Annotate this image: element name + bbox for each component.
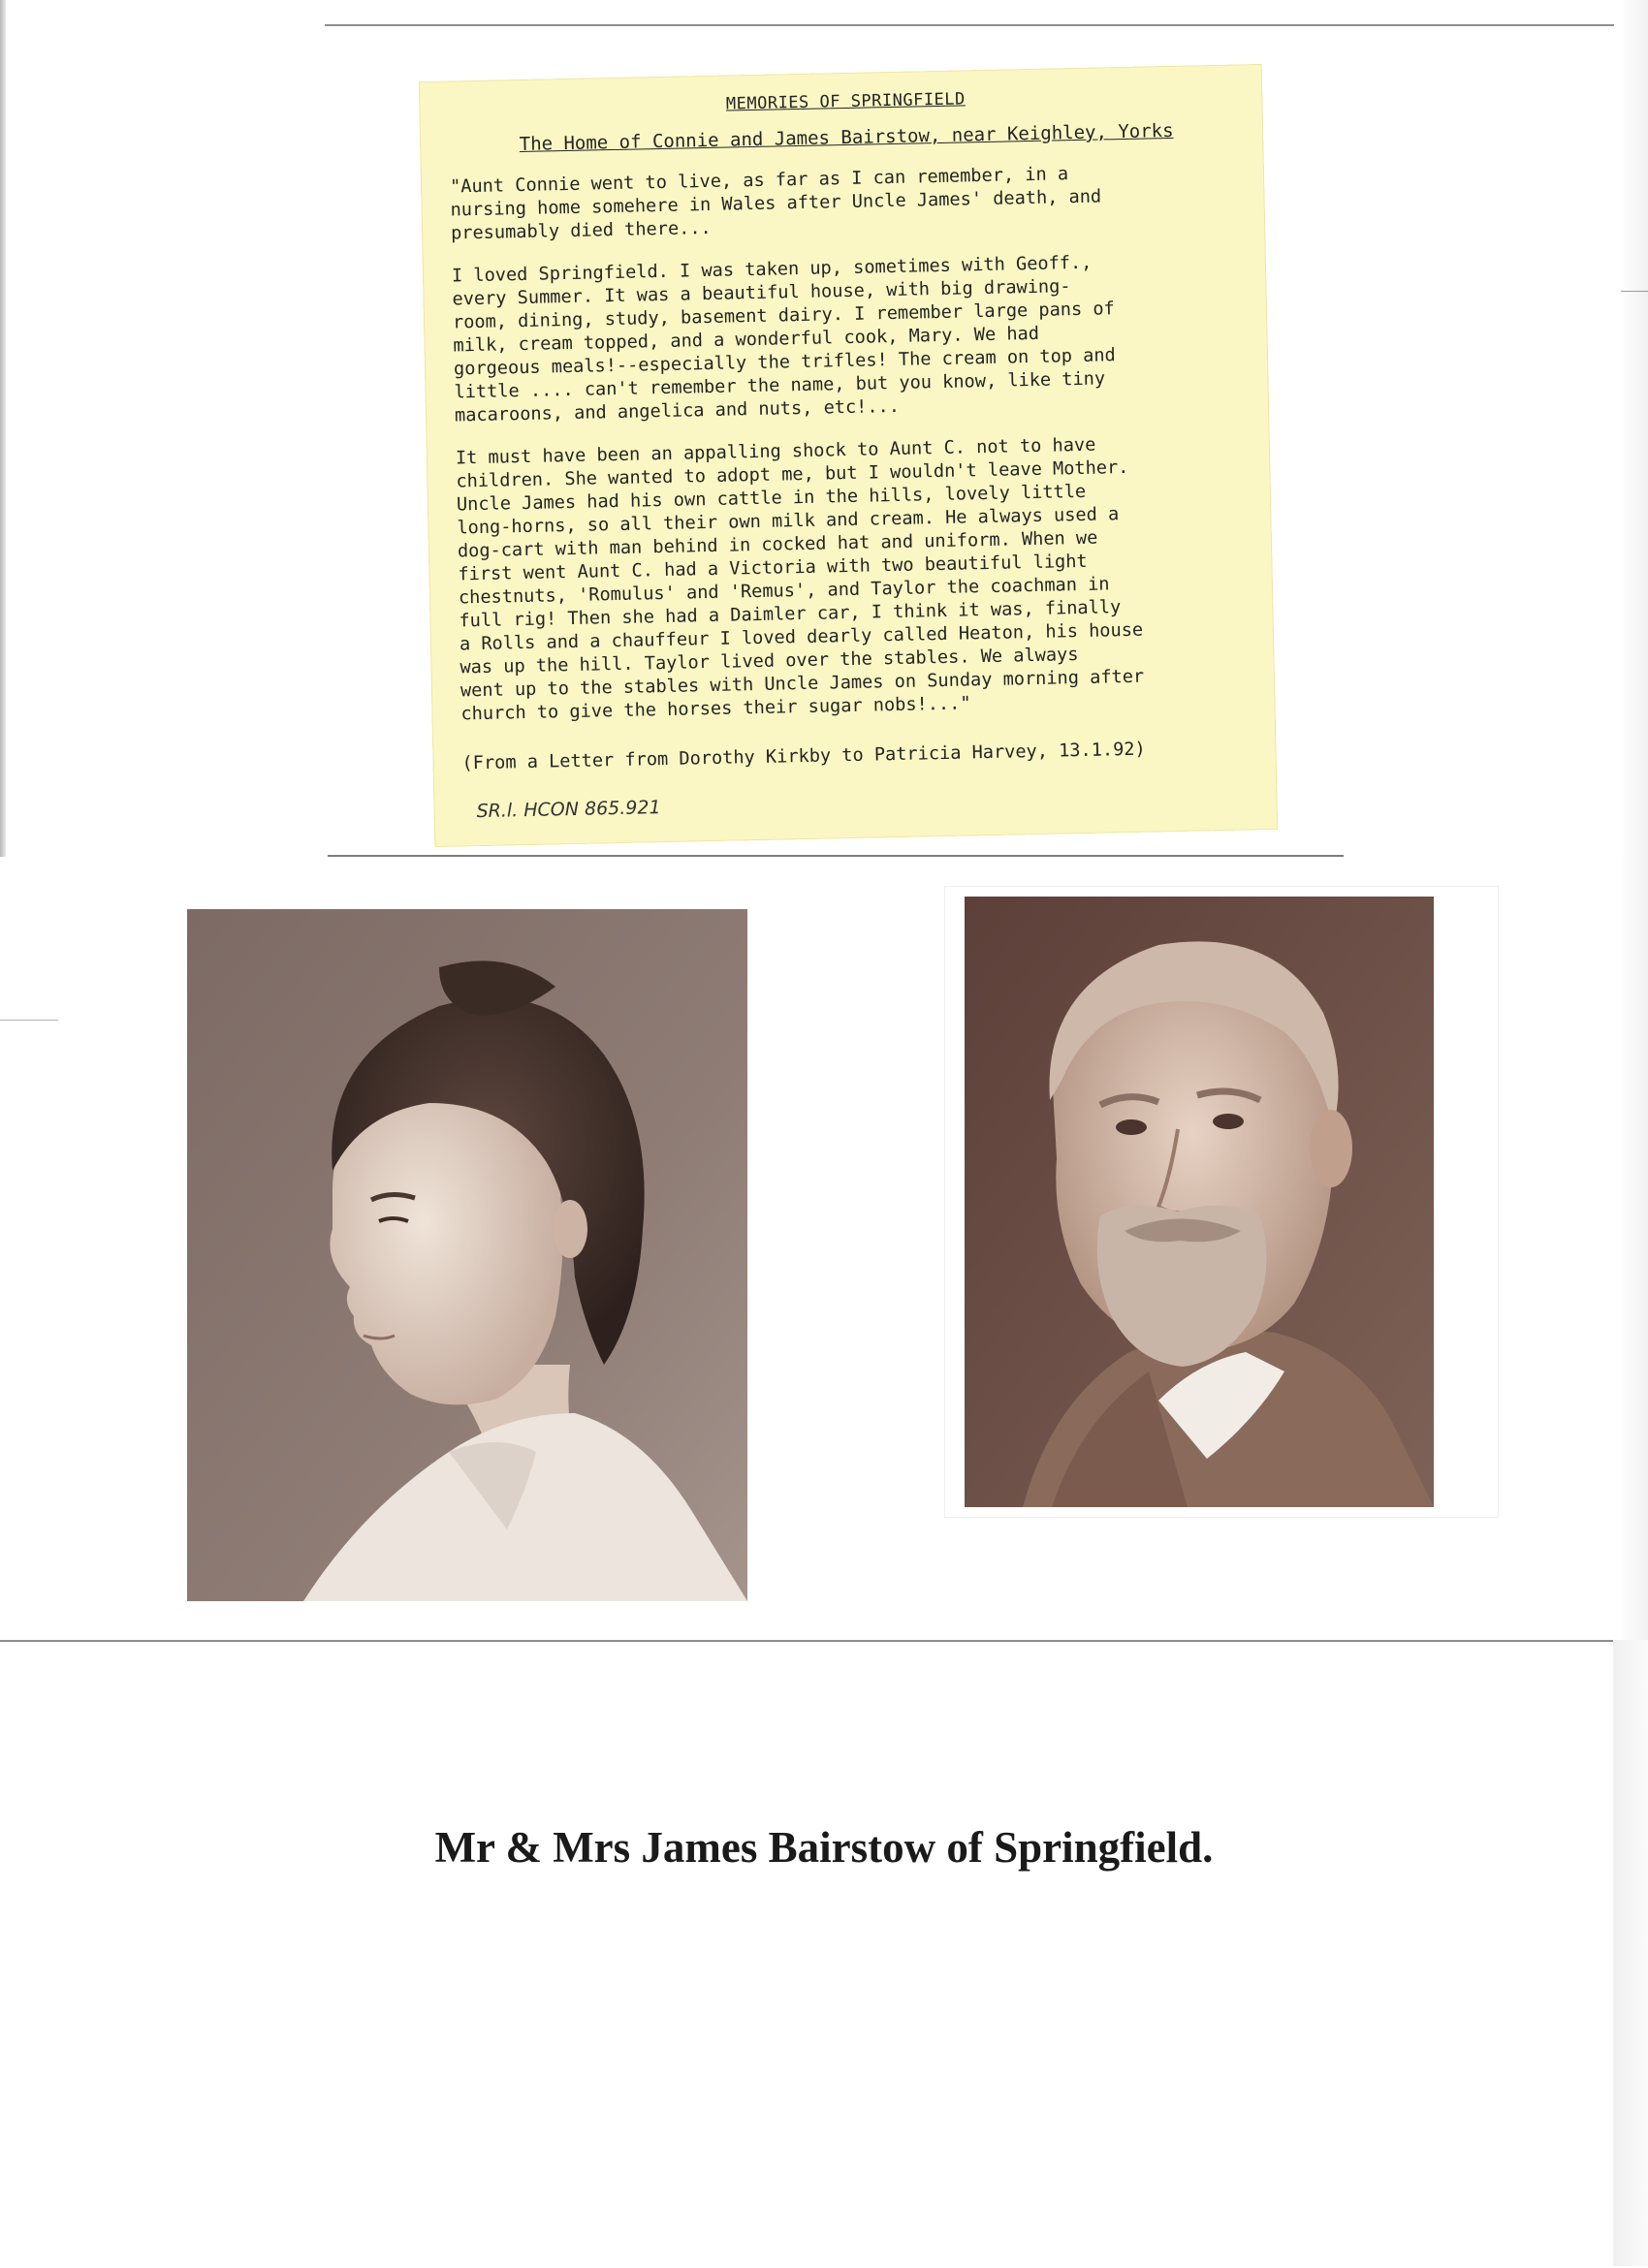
- sheet-line: [0, 1020, 58, 1021]
- memories-note-card: [419, 64, 1278, 847]
- note-paragraph: "Aunt Connie went to live, as far as I can remember, in a nursing home somehere in Wales after Uncle James' death, and presumably died there...: [449, 164, 1102, 244]
- portrait-mr-james-bairstow: [965, 897, 1434, 1507]
- note-subtitle: The Home of Connie and James Bairstow, near Keighley, Yorks: [519, 119, 1174, 156]
- photo-caption: Mr & Mrs James Bairstow of Springfield.: [434, 1823, 1214, 1872]
- caption-panel: [0, 1640, 1613, 2268]
- sheet-rule-top: [325, 24, 1614, 26]
- note-paragraph: It must have been an appalling shock to Aunt C. not to have children. She wanted to adopt me, but I wouldn't leave Mother. Uncle James had his own cattle in the hills, lovely little long-horns, so all their own milk and cream. He always used a dog-cart with man behind in cocked hat and uniform. When we first went Aunt C. had a Victoria with two beautiful light chestnuts, 'Romulus' and 'Remus', and Taylor the coachman in full rig! Then she had a Daimler car, I think it was, finally a Rolls and a chauffeur I loved dearly called Heaton, his house was up the hill. Taylor lived over the stables. We always went up to the stables with Uncle James on Sunday morning after church to give the horses their sugar nobs!...": [455, 434, 1145, 725]
- portrait-man-image: [965, 897, 1434, 1507]
- note-title: MEMORIES OF SPRINGFIELD: [725, 89, 966, 114]
- portrait-mrs-bairstow: [187, 909, 747, 1601]
- note-handwritten-reference: SR.l. HCON 865.921: [476, 797, 661, 823]
- caption-panel-shade: [1613, 1640, 1648, 2266]
- sheet-rule-right: [1621, 291, 1648, 292]
- portrait-woman-image: [187, 909, 747, 1601]
- note-paragraph: I loved Springfield. I was taken up, sometimes with Geoff., every Summer. It was a beautiful house, with big drawing- room, dining, study, basement dairy. I remember large pans of milk, cream topped, and a wonderful cook, Mary. We had gorgeous meals!--especially the trifles! The cream on top and little .... can't remember the name, but you know, like tiny macaroons, and angelica and nuts, etc!...: [451, 252, 1116, 426]
- note-body: [448, 83, 1257, 822]
- note-source: (From a Letter from Dorothy Kirkby to Patricia Harvey, 13.1.92): [461, 739, 1146, 774]
